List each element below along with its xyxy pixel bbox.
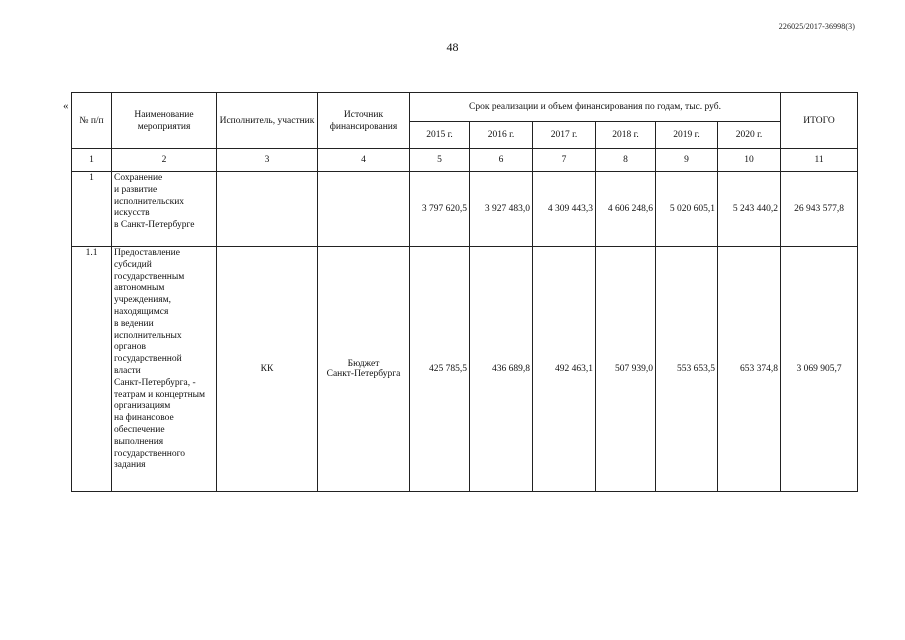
year-value: 4 606 248,6 xyxy=(596,172,656,247)
header-executor: Исполнитель, участник xyxy=(217,93,318,149)
funding-source xyxy=(318,172,410,247)
column-number: 6 xyxy=(470,149,533,172)
column-number: 2 xyxy=(112,149,217,172)
activity-name-line: Предоставление xyxy=(114,248,180,258)
activity-name-line: государственной xyxy=(114,354,182,365)
row-total: 26 943 577,8 xyxy=(781,172,858,247)
page-number: 48 xyxy=(446,40,459,54)
funding-source-line: Санкт-Петербурга xyxy=(326,369,401,379)
header-period-and-funding: Срок реализации и объем финансирования по годам, тыс. руб. xyxy=(410,93,781,122)
activity-name-line: искусств xyxy=(114,208,150,219)
header-activity-name: Наименование мероприятия xyxy=(112,93,217,149)
year-value: 507 939,0 xyxy=(596,247,656,492)
header-number: № п/п xyxy=(72,93,112,149)
header-year: 2018 г. xyxy=(596,122,656,149)
year-value: 553 653,5 xyxy=(656,247,718,492)
executor xyxy=(217,172,318,247)
activity-name-line: учреждениям, xyxy=(114,295,172,306)
financing-table xyxy=(71,92,858,492)
table-row xyxy=(72,172,858,247)
year-value: 3 927 483,0 xyxy=(470,172,533,247)
row-total: 3 069 905,7 xyxy=(781,247,858,492)
activity-name-line: государственного xyxy=(114,448,186,459)
opening-quote-mark: « xyxy=(63,100,69,112)
activity-name-line: выполнения xyxy=(114,436,164,447)
year-value: 492 463,1 xyxy=(533,247,596,492)
column-number: 11 xyxy=(781,149,858,172)
year-value: 4 309 443,3 xyxy=(533,172,596,247)
activity-name-line: исполнительных xyxy=(114,330,182,341)
column-number: 5 xyxy=(410,149,470,172)
column-number: 10 xyxy=(718,149,781,172)
activity-name-line: обеспечение xyxy=(114,424,165,435)
row-number: 1.1 xyxy=(72,247,112,492)
year-value: 425 785,5 xyxy=(410,247,470,492)
column-number: 9 xyxy=(656,149,718,172)
activity-name-line: Сохранение xyxy=(114,173,163,183)
header-year: 2019 г. xyxy=(656,122,718,149)
activity-name xyxy=(112,172,217,247)
activity-name-line: в Санкт-Петербурге xyxy=(114,220,195,231)
year-value: 5 243 440,2 xyxy=(718,172,781,247)
year-value: 3 797 620,5 xyxy=(410,172,470,247)
funding-source xyxy=(318,247,410,492)
activity-name-line: субсидий xyxy=(114,259,152,270)
activity-name-line: на финансовое xyxy=(114,413,174,424)
activity-name-line: находящимся xyxy=(114,306,169,317)
header-year: 2016 г. xyxy=(470,122,533,149)
column-number: 7 xyxy=(533,149,596,172)
column-number: 8 xyxy=(596,149,656,172)
year-value: 5 020 605,1 xyxy=(656,172,718,247)
column-number: 3 xyxy=(217,149,318,172)
activity-name-line: в ведении xyxy=(114,318,154,329)
header-funding-source: Источник финансирования xyxy=(318,93,410,149)
executor: КК xyxy=(217,247,318,492)
year-value: 653 374,8 xyxy=(718,247,781,492)
activity-name xyxy=(112,247,217,492)
header-year: 2020 г. xyxy=(718,122,781,149)
activity-name-line: власти xyxy=(114,365,141,376)
activity-name-line: и развитие xyxy=(114,184,158,195)
column-number: 1 xyxy=(72,149,112,172)
column-number-row xyxy=(72,149,858,172)
activity-name-line: исполнительских xyxy=(114,196,185,207)
activity-name-line: автономным xyxy=(114,283,165,294)
activity-name-line: задания xyxy=(114,460,146,471)
header-year: 2017 г. xyxy=(533,122,596,149)
activity-name-line: организациям xyxy=(114,401,171,412)
document-registration-number: 226025/2017-36998(3) xyxy=(778,22,855,31)
year-value: 436 689,8 xyxy=(470,247,533,492)
row-number: 1 xyxy=(72,172,112,247)
column-number: 4 xyxy=(318,149,410,172)
activity-name-line: Санкт-Петербурга, - xyxy=(114,377,196,388)
header-year: 2015 г. xyxy=(410,122,470,149)
activity-name-line: государственным xyxy=(114,271,185,282)
activity-name-line: театрам и концертным xyxy=(114,389,206,400)
header-total: ИТОГО xyxy=(781,93,858,149)
table-row xyxy=(72,247,858,492)
activity-name-line: органов xyxy=(114,342,146,353)
funding-source-line: Бюджет xyxy=(347,359,380,369)
